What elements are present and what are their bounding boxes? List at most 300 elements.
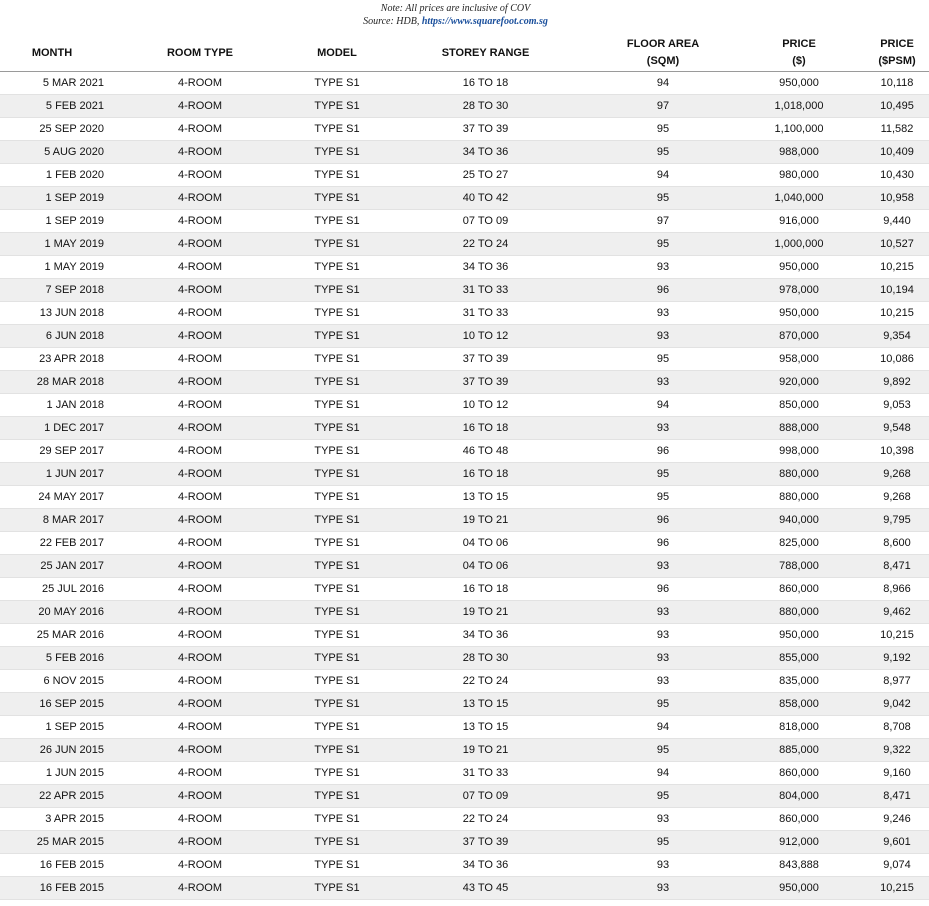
- cell-room-type: 4-ROOM: [104, 762, 296, 785]
- cell-room-type: 4-ROOM: [104, 831, 296, 854]
- cell-room-type: 4-ROOM: [104, 72, 296, 95]
- cell-price: 818,000: [733, 716, 865, 739]
- cell-room-type: 4-ROOM: [104, 325, 296, 348]
- month-text: 1 DEC 2017: [44, 422, 104, 434]
- cell-price-psm: 9,548: [865, 417, 929, 440]
- cell-model: TYPE S1: [296, 302, 378, 325]
- source-prefix: Source: HDB,: [363, 16, 422, 27]
- cell-room-type: 4-ROOM: [104, 210, 296, 233]
- cell-price-psm: 10,398: [865, 440, 929, 463]
- cell-price-psm: 8,977: [865, 670, 929, 693]
- cell-room-type: 4-ROOM: [104, 141, 296, 164]
- cell-floor-area: 93: [593, 325, 733, 348]
- cell-month: [0, 463, 104, 486]
- cell-price-psm: 8,708: [865, 716, 929, 739]
- cell-floor-area: 93: [593, 647, 733, 670]
- cell-room-type: 4-ROOM: [104, 647, 296, 670]
- cell-room-type: 4-ROOM: [104, 509, 296, 532]
- month-text: 22 APR 2015: [39, 790, 104, 802]
- cell-price-psm: 10,409: [865, 141, 929, 164]
- cell-room-type: 4-ROOM: [104, 348, 296, 371]
- cell-price-psm: 9,601: [865, 831, 929, 854]
- table-row: [0, 785, 929, 808]
- cell-month: [0, 716, 104, 739]
- month-text: 13 JUN 2018: [39, 307, 104, 319]
- cell-month: [0, 555, 104, 578]
- cell-month: [0, 647, 104, 670]
- col-header-price[interactable]: [733, 35, 865, 72]
- cell-room-type: 4-ROOM: [104, 624, 296, 647]
- cell-storey-range: 31 TO 33: [378, 302, 593, 325]
- psm-label: PRICE: [880, 38, 914, 50]
- cell-price: 950,000: [733, 877, 865, 900]
- table-row: [0, 118, 929, 141]
- cell-price-psm: 8,471: [865, 555, 929, 578]
- cell-price-psm: 8,966: [865, 578, 929, 601]
- cell-storey-range: 10 TO 12: [378, 325, 593, 348]
- table-row: [0, 302, 929, 325]
- cell-model: TYPE S1: [296, 118, 378, 141]
- table-row: [0, 486, 929, 509]
- table-row: [0, 670, 929, 693]
- cell-price: 850,000: [733, 394, 865, 417]
- cell-floor-area: 95: [593, 693, 733, 716]
- month-text: 16 FEB 2015: [39, 882, 104, 894]
- cell-price-psm: 9,042: [865, 693, 929, 716]
- cell-model: TYPE S1: [296, 854, 378, 877]
- cell-storey-range: 19 TO 21: [378, 509, 593, 532]
- cell-price-psm: 8,600: [865, 532, 929, 555]
- cell-month: [0, 808, 104, 831]
- cell-price-psm: 10,194: [865, 279, 929, 302]
- cell-price: 1,100,000: [733, 118, 865, 141]
- source-link[interactable]: https://www.squarefoot.com.sg: [421, 16, 548, 27]
- price-label: PRICE: [782, 38, 816, 50]
- cell-price: 860,000: [733, 578, 865, 601]
- table-row: [0, 440, 929, 463]
- table-row: [0, 417, 929, 440]
- cell-floor-area: 94: [593, 164, 733, 187]
- month-text: 26 JUN 2015: [39, 744, 104, 756]
- cell-price: 958,000: [733, 348, 865, 371]
- table-row: [0, 624, 929, 647]
- cell-floor-area: 93: [593, 371, 733, 394]
- cell-model: TYPE S1: [296, 279, 378, 302]
- cell-model: TYPE S1: [296, 831, 378, 854]
- cell-month: [0, 785, 104, 808]
- cell-model: TYPE S1: [296, 371, 378, 394]
- cell-storey-range: 13 TO 15: [378, 716, 593, 739]
- cell-price: 855,000: [733, 647, 865, 670]
- month-text: 16 SEP 2015: [39, 698, 104, 710]
- cell-floor-area: 95: [593, 233, 733, 256]
- month-text: 5 MAR 2021: [42, 77, 104, 89]
- cell-floor-area: 93: [593, 256, 733, 279]
- table-body: [0, 72, 929, 900]
- table-row: [0, 279, 929, 302]
- cell-storey-range: 37 TO 39: [378, 371, 593, 394]
- cell-model: TYPE S1: [296, 394, 378, 417]
- cell-room-type: 4-ROOM: [104, 716, 296, 739]
- cell-price-psm: 9,322: [865, 739, 929, 762]
- cell-model: TYPE S1: [296, 601, 378, 624]
- cell-room-type: 4-ROOM: [104, 486, 296, 509]
- cell-month: [0, 164, 104, 187]
- cell-storey-range: 31 TO 33: [378, 279, 593, 302]
- cell-storey-range: 10 TO 12: [378, 394, 593, 417]
- cell-price: 880,000: [733, 601, 865, 624]
- cell-floor-area: 94: [593, 394, 733, 417]
- cell-model: TYPE S1: [296, 440, 378, 463]
- cell-price-psm: 9,795: [865, 509, 929, 532]
- cell-room-type: 4-ROOM: [104, 670, 296, 693]
- month-text: 20 MAY 2016: [38, 606, 104, 618]
- floor-area-label: FLOOR AREA: [626, 38, 700, 50]
- cell-model: TYPE S1: [296, 785, 378, 808]
- cell-model: TYPE S1: [296, 256, 378, 279]
- cell-storey-range: 28 TO 30: [378, 95, 593, 118]
- cell-price: 870,000: [733, 325, 865, 348]
- cell-storey-range: 46 TO 48: [378, 440, 593, 463]
- cell-price-psm: 9,192: [865, 647, 929, 670]
- cell-price-psm: 10,495: [865, 95, 929, 118]
- cell-price: 916,000: [733, 210, 865, 233]
- month-text: 25 JAN 2017: [40, 560, 104, 572]
- cell-price: 980,000: [733, 164, 865, 187]
- psm-unit: ($PSM): [878, 55, 916, 67]
- cell-floor-area: 93: [593, 302, 733, 325]
- table-row: [0, 762, 929, 785]
- cell-floor-area: 97: [593, 95, 733, 118]
- cell-room-type: 4-ROOM: [104, 118, 296, 141]
- cell-month: [0, 739, 104, 762]
- cell-model: TYPE S1: [296, 325, 378, 348]
- cell-price: 978,000: [733, 279, 865, 302]
- month-text: 6 NOV 2015: [43, 675, 104, 687]
- month-text: 5 FEB 2021: [45, 100, 104, 112]
- month-text: 25 MAR 2016: [36, 629, 104, 641]
- cell-room-type: 4-ROOM: [104, 739, 296, 762]
- cell-room-type: 4-ROOM: [104, 808, 296, 831]
- cell-month: [0, 72, 104, 95]
- header-row: [0, 35, 929, 72]
- cell-price: 858,000: [733, 693, 865, 716]
- cell-storey-range: 43 TO 45: [378, 877, 593, 900]
- table-row: [0, 394, 929, 417]
- month-text: 29 SEP 2017: [39, 445, 104, 457]
- month-text: 24 MAY 2017: [38, 491, 104, 503]
- table-row: [0, 555, 929, 578]
- cell-model: TYPE S1: [296, 808, 378, 831]
- cell-price-psm: 10,215: [865, 624, 929, 647]
- cell-month: [0, 693, 104, 716]
- table-row: [0, 210, 929, 233]
- cell-model: TYPE S1: [296, 141, 378, 164]
- cell-floor-area: 95: [593, 463, 733, 486]
- month-text: 7 SEP 2018: [45, 284, 104, 296]
- cell-room-type: 4-ROOM: [104, 532, 296, 555]
- cell-floor-area: 96: [593, 578, 733, 601]
- cell-price: 885,000: [733, 739, 865, 762]
- cell-floor-area: 93: [593, 555, 733, 578]
- cell-month: [0, 578, 104, 601]
- col-header-room-type[interactable]: ROOM TYPE: [166, 46, 233, 59]
- cell-model: TYPE S1: [296, 486, 378, 509]
- cell-model: TYPE S1: [296, 578, 378, 601]
- table-row: [0, 95, 929, 118]
- cell-price: 843,888: [733, 854, 865, 877]
- cell-storey-range: 34 TO 36: [378, 624, 593, 647]
- cell-month: [0, 302, 104, 325]
- cell-room-type: 4-ROOM: [104, 440, 296, 463]
- cell-price: 920,000: [733, 371, 865, 394]
- cell-price: 950,000: [733, 302, 865, 325]
- cell-room-type: 4-ROOM: [104, 95, 296, 118]
- cell-floor-area: 94: [593, 72, 733, 95]
- cell-month: [0, 210, 104, 233]
- cell-month: [0, 440, 104, 463]
- cell-month: [0, 877, 104, 900]
- cell-room-type: 4-ROOM: [104, 302, 296, 325]
- cov-note: Note: All prices are inclusive of COV: [380, 3, 531, 14]
- cell-price-psm: 9,074: [865, 854, 929, 877]
- cell-storey-range: 34 TO 36: [378, 256, 593, 279]
- cell-price: 950,000: [733, 256, 865, 279]
- cell-floor-area: 95: [593, 831, 733, 854]
- col-header-price-psm[interactable]: [865, 35, 929, 72]
- cell-model: TYPE S1: [296, 72, 378, 95]
- cell-storey-range: 22 TO 24: [378, 808, 593, 831]
- month-text: 1 JUN 2017: [45, 468, 104, 480]
- cell-storey-range: 28 TO 30: [378, 647, 593, 670]
- table-row: [0, 509, 929, 532]
- cell-floor-area: 93: [593, 670, 733, 693]
- cell-price-psm: 9,268: [865, 463, 929, 486]
- cell-floor-area: 93: [593, 601, 733, 624]
- cell-model: TYPE S1: [296, 716, 378, 739]
- cell-month: [0, 394, 104, 417]
- cell-month: [0, 95, 104, 118]
- cell-model: TYPE S1: [296, 233, 378, 256]
- cell-floor-area: 95: [593, 187, 733, 210]
- cell-storey-range: 16 TO 18: [378, 72, 593, 95]
- cell-price-psm: 9,246: [865, 808, 929, 831]
- cell-model: TYPE S1: [296, 463, 378, 486]
- month-text: 23 APR 2018: [39, 353, 104, 365]
- source-line: [0, 15, 911, 28]
- cell-floor-area: 96: [593, 509, 733, 532]
- table-row: [0, 348, 929, 371]
- table-row: [0, 164, 929, 187]
- cell-model: TYPE S1: [296, 693, 378, 716]
- cell-storey-range: 07 TO 09: [378, 210, 593, 233]
- table-row: [0, 233, 929, 256]
- transactions-table: [0, 35, 929, 900]
- cell-room-type: 4-ROOM: [104, 578, 296, 601]
- cell-price-psm: 8,471: [865, 785, 929, 808]
- cell-storey-range: 13 TO 15: [378, 693, 593, 716]
- cell-storey-range: 22 TO 24: [378, 670, 593, 693]
- cell-storey-range: 04 TO 06: [378, 532, 593, 555]
- cell-room-type: 4-ROOM: [104, 256, 296, 279]
- cell-floor-area: 95: [593, 785, 733, 808]
- cell-month: [0, 141, 104, 164]
- cell-price-psm: 9,354: [865, 325, 929, 348]
- col-header-floor-area[interactable]: [593, 35, 733, 72]
- cell-model: TYPE S1: [296, 210, 378, 233]
- cell-price-psm: 10,086: [865, 348, 929, 371]
- cell-storey-range: 25 TO 27: [378, 164, 593, 187]
- cell-price-psm: 10,958: [865, 187, 929, 210]
- cell-price-psm: 10,118: [865, 72, 929, 95]
- cell-price: 950,000: [733, 624, 865, 647]
- cell-price: 950,000: [733, 72, 865, 95]
- month-text: 28 MAR 2018: [36, 376, 104, 388]
- price-unit: ($): [792, 55, 806, 67]
- cell-price: 788,000: [733, 555, 865, 578]
- cell-storey-range: 16 TO 18: [378, 417, 593, 440]
- month-text: 25 MAR 2015: [36, 836, 104, 848]
- cell-room-type: 4-ROOM: [104, 187, 296, 210]
- cell-price: 860,000: [733, 808, 865, 831]
- cell-month: [0, 624, 104, 647]
- cell-month: [0, 348, 104, 371]
- cell-floor-area: 96: [593, 532, 733, 555]
- cell-price: 860,000: [733, 762, 865, 785]
- source-notes: [0, 2, 911, 28]
- cell-floor-area: 93: [593, 854, 733, 877]
- cell-price-psm: 9,160: [865, 762, 929, 785]
- table-row: [0, 854, 929, 877]
- col-header-storey-range[interactable]: STOREY RANGE: [441, 46, 530, 59]
- col-header-model[interactable]: MODEL: [317, 46, 357, 59]
- month-text: 25 SEP 2020: [39, 123, 104, 135]
- month-text: 6 JUN 2018: [45, 330, 104, 342]
- cell-model: TYPE S1: [296, 877, 378, 900]
- cell-price-psm: 10,527: [865, 233, 929, 256]
- cell-price: 940,000: [733, 509, 865, 532]
- cell-price: 880,000: [733, 486, 865, 509]
- cell-floor-area: 94: [593, 762, 733, 785]
- cell-room-type: 4-ROOM: [104, 785, 296, 808]
- cell-storey-range: 19 TO 21: [378, 739, 593, 762]
- cell-storey-range: 34 TO 36: [378, 854, 593, 877]
- cell-month: [0, 509, 104, 532]
- floor-area-unit: (SQM): [646, 55, 680, 67]
- cell-price: 835,000: [733, 670, 865, 693]
- month-text: 1 JAN 2018: [46, 399, 104, 411]
- cell-month: [0, 118, 104, 141]
- cell-price: 1,040,000: [733, 187, 865, 210]
- cell-room-type: 4-ROOM: [104, 693, 296, 716]
- cell-month: [0, 854, 104, 877]
- cell-room-type: 4-ROOM: [104, 164, 296, 187]
- cell-storey-range: 37 TO 39: [378, 831, 593, 854]
- cell-price-psm: 9,440: [865, 210, 929, 233]
- cell-price: 880,000: [733, 463, 865, 486]
- cell-floor-area: 93: [593, 624, 733, 647]
- table-row: [0, 831, 929, 854]
- cell-month: [0, 532, 104, 555]
- month-text: 22 FEB 2017: [39, 537, 104, 549]
- cell-month: [0, 325, 104, 348]
- cell-floor-area: 93: [593, 877, 733, 900]
- cell-room-type: 4-ROOM: [104, 463, 296, 486]
- table-row: [0, 371, 929, 394]
- month-text: 16 FEB 2015: [39, 859, 104, 871]
- cell-storey-range: 04 TO 06: [378, 555, 593, 578]
- cell-price: 988,000: [733, 141, 865, 164]
- table-row: [0, 72, 929, 95]
- cell-room-type: 4-ROOM: [104, 417, 296, 440]
- cell-price-psm: 9,892: [865, 371, 929, 394]
- cell-price-psm: 9,462: [865, 601, 929, 624]
- table-row: [0, 716, 929, 739]
- cell-storey-range: 16 TO 18: [378, 463, 593, 486]
- cell-floor-area: 96: [593, 279, 733, 302]
- cell-room-type: 4-ROOM: [104, 279, 296, 302]
- cell-model: TYPE S1: [296, 164, 378, 187]
- cell-price-psm: 9,053: [865, 394, 929, 417]
- cell-price: 998,000: [733, 440, 865, 463]
- cell-room-type: 4-ROOM: [104, 233, 296, 256]
- cell-price-psm: 10,215: [865, 256, 929, 279]
- cell-model: TYPE S1: [296, 762, 378, 785]
- col-header-month[interactable]: MONTH: [31, 46, 73, 59]
- cell-price: 1,000,000: [733, 233, 865, 256]
- table-row: [0, 601, 929, 624]
- month-text: 5 AUG 2020: [44, 146, 104, 158]
- month-text: 1 SEP 2015: [45, 721, 104, 733]
- cell-floor-area: 95: [593, 141, 733, 164]
- cell-model: TYPE S1: [296, 187, 378, 210]
- cell-room-type: 4-ROOM: [104, 555, 296, 578]
- cell-month: [0, 601, 104, 624]
- cell-month: [0, 187, 104, 210]
- cell-floor-area: 95: [593, 486, 733, 509]
- month-text: 3 APR 2015: [45, 813, 104, 825]
- table-row: [0, 647, 929, 670]
- table-row: [0, 463, 929, 486]
- cell-month: [0, 279, 104, 302]
- cell-storey-range: 37 TO 39: [378, 118, 593, 141]
- cell-price-psm: 11,582: [865, 118, 929, 141]
- cell-room-type: 4-ROOM: [104, 371, 296, 394]
- cell-floor-area: 96: [593, 440, 733, 463]
- cell-month: [0, 256, 104, 279]
- cell-price: 912,000: [733, 831, 865, 854]
- month-text: 1 SEP 2019: [45, 215, 104, 227]
- cell-floor-area: 93: [593, 808, 733, 831]
- cell-storey-range: 13 TO 15: [378, 486, 593, 509]
- cell-month: [0, 371, 104, 394]
- table-row: [0, 532, 929, 555]
- month-text: 8 MAR 2017: [42, 514, 104, 526]
- cell-room-type: 4-ROOM: [104, 394, 296, 417]
- cell-price: 825,000: [733, 532, 865, 555]
- cell-price: 1,018,000: [733, 95, 865, 118]
- table-row: [0, 877, 929, 900]
- cell-storey-range: 19 TO 21: [378, 601, 593, 624]
- cell-model: TYPE S1: [296, 532, 378, 555]
- month-text: 1 MAY 2019: [44, 261, 104, 273]
- cell-model: TYPE S1: [296, 670, 378, 693]
- cell-month: [0, 831, 104, 854]
- cell-storey-range: 16 TO 18: [378, 578, 593, 601]
- cell-floor-area: 95: [593, 118, 733, 141]
- cell-model: TYPE S1: [296, 647, 378, 670]
- cell-price: 888,000: [733, 417, 865, 440]
